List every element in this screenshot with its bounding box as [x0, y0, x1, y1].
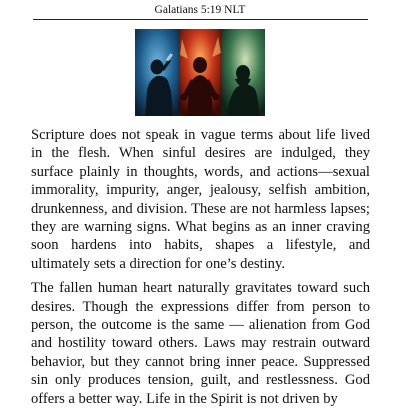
- header-divider: [33, 19, 368, 20]
- paragraph-2: The fallen human heart naturally gravitates toward such desires. Though the expressions differ from person to person, the outcome is the same — alienation from God and hostility toward others. Laws may restrain outward behavior, but they cannot bring inner peace. Suppressed sin only produces tension, guilt, and restlessness. God offers a better way. Life in the Spirit is not driven by: [31, 280, 370, 407]
- page-header: Galatians 5:19 NLT: [154, 4, 246, 16]
- flesh-works-illustration: [135, 29, 265, 116]
- body-text: [31, 126, 370, 414]
- panel-figure-despair: [221, 29, 265, 116]
- panel-figure-drinking: [135, 29, 179, 116]
- panel-figure-angry: [179, 29, 221, 116]
- paragraph-1: Scripture does not speak in vague terms about life lived in the flesh. When sinful desires are indulged, they surface plainly in thoughts, words, and actions—sexual immorality, impurity, anger, jealousy, selfish ambition, drunkenness, and division. These are not harmless lapses; they are warning signs. What begins as an inner craving soon hardens into habits, shapes a lifestyle, and ultimately sets a direction for one’s destiny.: [31, 127, 370, 272]
